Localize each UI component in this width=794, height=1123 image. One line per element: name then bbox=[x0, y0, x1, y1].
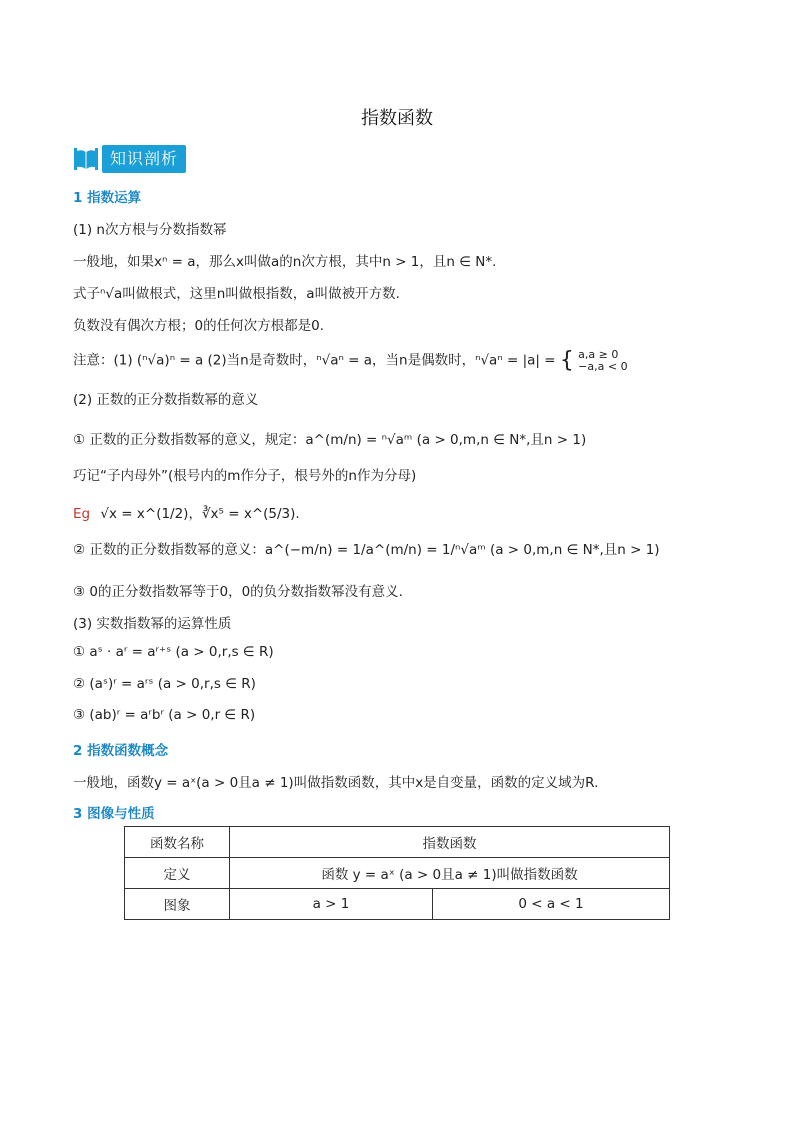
subheading-1: (1) n次方根与分数指数幂 bbox=[73, 222, 227, 238]
piecewise-cases bbox=[578, 349, 627, 373]
text-line: ① 正数的正分数指数幂的意义，规定：a^(m/n) = ⁿ√aᵐ (a > 0,m,n ∈ N*,且n > 1) bbox=[73, 432, 587, 448]
section-heading-2: 2 指数函数概念 bbox=[73, 743, 169, 759]
table-cell: 函数名称 bbox=[125, 827, 230, 858]
brace-symbol: { bbox=[559, 348, 574, 373]
table-row bbox=[125, 858, 670, 889]
table-cell: 0 < a < 1 bbox=[433, 889, 670, 920]
example-text: √x = x^(1/2)，∛x⁵ = x^(5/3). bbox=[100, 506, 300, 522]
badge-label: 知识剖析 bbox=[102, 145, 186, 173]
section-heading-3: 3 图像与性质 bbox=[73, 806, 155, 822]
table-cell: 图象 bbox=[125, 889, 230, 920]
note-line bbox=[73, 348, 628, 373]
formula-line: ③ (ab)ʳ = aʳbʳ (a > 0,r ∈ R) bbox=[73, 707, 256, 723]
text-line: 一般地，如果xⁿ = a，那么x叫做a的n次方根，其中n > 1，且n ∈ N*. bbox=[73, 254, 497, 270]
properties-table bbox=[124, 826, 670, 920]
table-cell: 定义 bbox=[125, 858, 230, 889]
case-2: −a,a < 0 bbox=[578, 359, 628, 373]
section-heading-1: 1 指数运算 bbox=[73, 190, 142, 206]
section-badge bbox=[73, 145, 186, 173]
formula-line: ① aˢ · aʳ = aʳ⁺ˢ (a > 0,r,s ∈ R) bbox=[73, 644, 274, 660]
text-line: 一般地，函数y = aˣ(a > 0且a ≠ 1)叫做指数函数，其中x是自变量，函数的定义域为R. bbox=[73, 775, 599, 791]
open-book-icon bbox=[73, 146, 99, 172]
table-row bbox=[125, 889, 670, 920]
formula-line: ② (aˢ)ʳ = aʳˢ (a > 0,r,s ∈ R) bbox=[73, 676, 256, 692]
table-cell: 函数 y = aˣ (a > 0且a ≠ 1)叫做指数函数 bbox=[230, 858, 670, 889]
text-line: 式子ⁿ√a叫做根式，这里n叫做根指数，a叫做被开方数. bbox=[73, 286, 400, 302]
case-1: a,a ≥ 0 bbox=[578, 347, 619, 361]
subheading-3: (3) 实数指数幂的运算性质 bbox=[73, 616, 232, 632]
text-line: 巧记“子内母外”(根号内的m作分子，根号外的n作为分母) bbox=[73, 468, 417, 484]
text-line: 负数没有偶次方根；0的任何次方根都是0. bbox=[73, 318, 324, 334]
text-line: ③ 0的正分数指数幂等于0，0的负分数指数幂没有意义. bbox=[73, 584, 403, 600]
table-cell: a > 1 bbox=[230, 889, 433, 920]
note-text: 注意：(1) (ⁿ√a)ⁿ = a (2)当n是奇数时，ⁿ√aⁿ = a，当n是偶数时，ⁿ√aⁿ = |a| = bbox=[73, 352, 556, 369]
table-cell: 指数函数 bbox=[230, 827, 670, 858]
page-title: 指数函数 bbox=[361, 108, 433, 129]
text-line: ② 正数的正分数指数幂的意义：a^(−m/n) = 1/a^(m/n) = 1/ⁿ√aᵐ (a > 0,m,n ∈ N*,且n > 1) bbox=[73, 542, 660, 558]
example-line bbox=[73, 502, 300, 522]
table-row bbox=[125, 827, 670, 858]
subheading-2: (2) 正数的正分数指数幂的意义 bbox=[73, 392, 259, 408]
eg-label: Eg bbox=[73, 506, 91, 522]
